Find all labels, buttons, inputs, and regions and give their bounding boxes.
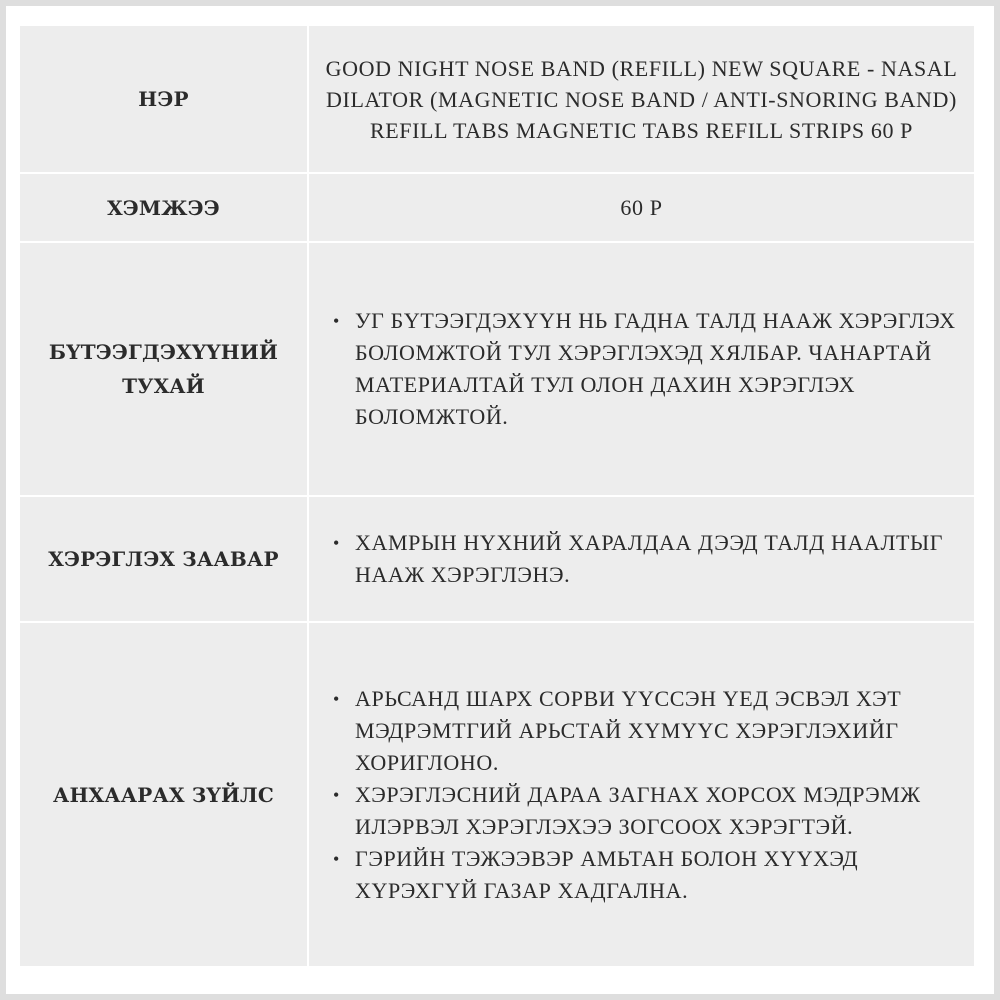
row-name-label (20, 26, 307, 172)
row-about-label-text: БҮТЭЭГДЭХҮҮНИЙ ТУХАЙ (48, 340, 279, 398)
usage-item-text: ХАМРЫН НҮХНИЙ ХАРАЛДАА ДЭЭД ТАЛД НААЛТЫГ НААЖ ХЭРЭГЛЭНЭ. (355, 530, 944, 587)
about-list (331, 305, 960, 433)
bullet-icon: • (333, 784, 340, 805)
about-item-text: УГ БҮТЭЭГДЭХҮҮН НЬ ГАДНА ТАЛД НААЖ ХЭРЭГЛЭХ БОЛОМЖТОЙ ТУЛ ХЭРЭГЛЭХЭД ХЯЛБАР. ЧАНАРТАЙ МАТЕРИАЛТАЙ ТУЛ ОЛОН ДАХИН ХЭРЭГЛЭХ БОЛОМЖТОЙ. (355, 308, 956, 429)
caution-item-text: ГЭРИЙН ТЭЖЭЭВЭР АМЬТАН БОЛОН ХҮҮХЭД ХҮРЭХГҮЙ ГАЗАР ХАДГАЛНА. (355, 845, 859, 903)
bullet-icon: • (333, 688, 340, 709)
product-name-text: GOOD NIGHT NOSE BAND (REFILL) NEW SQUARE - NASAL DILATOR (MAGNETIC NOSE BAND / ANTI-SNORING BAND) REFILL TABS MAGNETIC TABS REFILL STRIPS 60 P (325, 55, 958, 143)
caution-item-text: ХЭРЭГЛЭСНИЙ ДАРАА ЗАГНАХ ХОРСОХ МЭДРЭМЖ ИЛЭРВЭЛ ХЭРЭГЛЭХЭЭ ЗОГСООХ ХЭРЭГТЭЙ. (355, 781, 921, 839)
row-about-value (309, 243, 974, 495)
bullet-icon: • (333, 533, 340, 553)
row-about-label (20, 243, 307, 495)
list-item (331, 683, 960, 779)
row-size-value (309, 174, 974, 241)
list-item (331, 779, 960, 843)
bullet-icon: • (333, 311, 340, 331)
list-item (331, 527, 960, 591)
row-usage-value (309, 497, 974, 621)
row-cautions-label-text: АНХААРАХ ЗҮЙЛС (52, 782, 275, 807)
row-size-label-text: ХЭМЖЭЭ (107, 195, 220, 220)
cautions-list (331, 683, 960, 907)
list-item (331, 305, 960, 433)
list-item (331, 843, 960, 907)
row-usage-label (20, 497, 307, 621)
usage-list (331, 527, 960, 591)
row-name-label-text: НЭР (138, 87, 189, 111)
row-cautions-label (20, 623, 307, 966)
row-usage-label-text: ХЭРЭГЛЭХ ЗААВАР (48, 547, 279, 571)
bullet-icon: • (333, 848, 340, 869)
caution-item-text: АРЬСАНД ШАРХ СОРВИ ҮҮССЭН ҮЕД ЭСВЭЛ ХЭТ МЭДРЭМТГИЙ АРЬСТАЙ ХҮМҮҮС ХЭРЭГЛЭХИЙГ ХОРИГЛОНО. (355, 685, 902, 775)
row-name-value (309, 26, 974, 172)
product-size-text: 60 P (620, 195, 663, 220)
row-size-label (20, 174, 307, 241)
row-cautions-value (309, 623, 974, 966)
